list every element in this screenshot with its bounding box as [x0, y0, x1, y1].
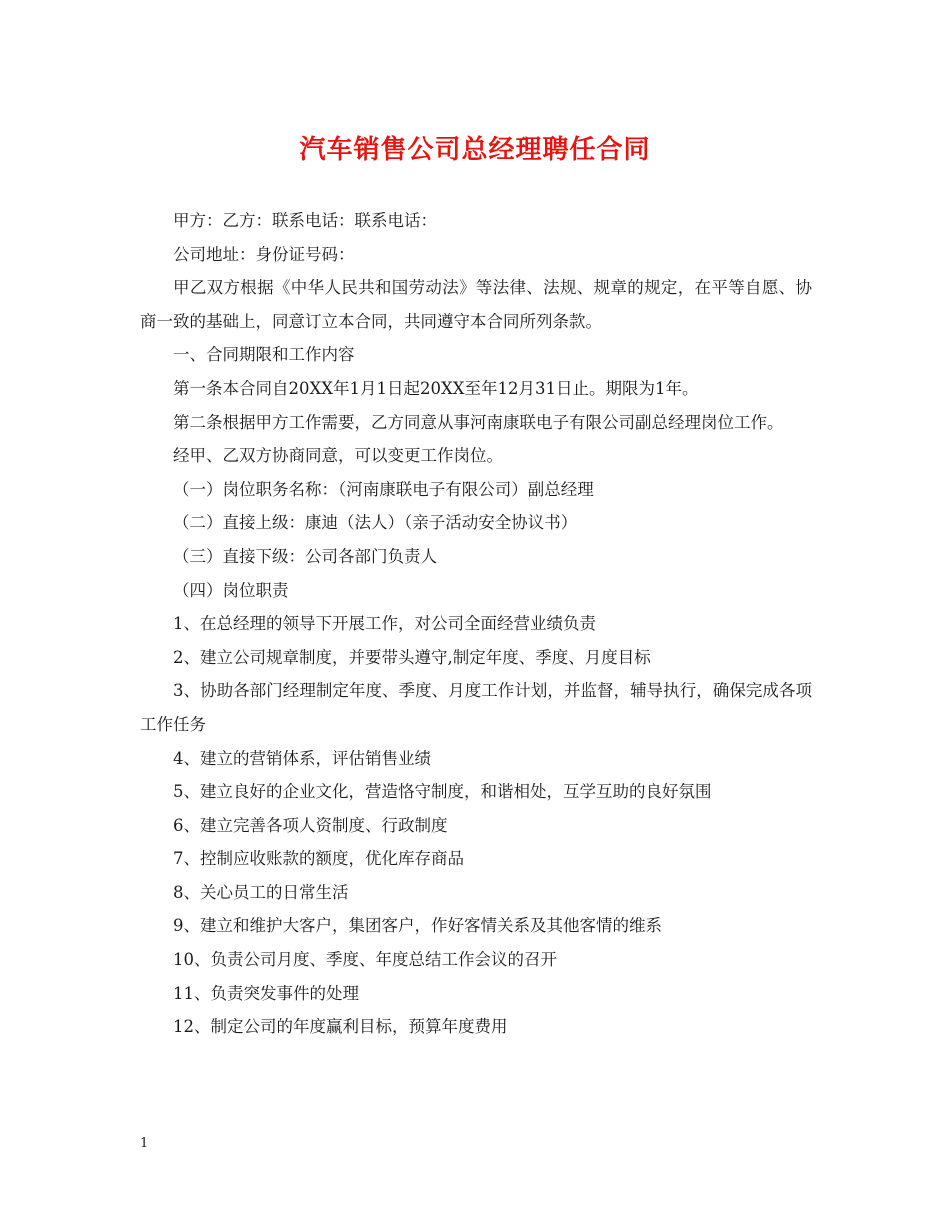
paragraph: （四）岗位职责: [173, 580, 289, 600]
list-item: 1、在总经理的领导下开展工作，对公司全面经营业绩负责: [173, 614, 596, 634]
section-heading: 一、合同期限和工作内容: [173, 345, 355, 365]
page-number: 1: [140, 1136, 149, 1151]
document-title: 汽车销售公司总经理聘任合同: [299, 135, 651, 165]
document-body: [140, 204, 812, 1044]
list-item: 7、控制应收账款的额度，优化库存商品: [173, 849, 464, 869]
list-item: 2、建立公司规章制度，并要带头遵守,制定年度、季度、月度目标: [173, 647, 651, 667]
paragraph: 第一条本合同自20XX年1月1日起20XX至年12月31日止。期限为1年。: [173, 378, 699, 398]
list-item: 3、协助各部门经理制定年度、季度、月度工作计划，并监督，辅导执行，确保完成各项工作任务: [140, 681, 812, 734]
paragraph: （一）岗位职务名称：（河南康联电子有限公司）副总经理: [173, 479, 594, 499]
paragraph: 甲方：乙方：联系电话：联系电话：: [173, 211, 437, 230]
list-item: 8、关心员工的日常生活: [173, 882, 349, 902]
paragraph: 经甲、乙双方协商同意，可以变更工作岗位。: [173, 446, 503, 466]
list-item: 12、制定公司的年度赢利目标，预算年度费用: [173, 1017, 508, 1037]
list-item: 11、负责突发事件的处理: [173, 983, 359, 1003]
list-item: 9、建立和维护大客户，集团客户，作好客情关系及其他客情的维系: [173, 916, 662, 936]
paragraph: 甲乙双方根据《中华人民共和国劳动法》等法律、法规、规章的规定，在平等自愿、协商一致的基础上，同意订立本合同，共同遵守本合同所列条款。: [140, 278, 812, 331]
list-item: 10、负责公司月度、季度、年度总结工作会议的召开: [173, 950, 557, 970]
paragraph: （二）直接上级：康迪（法人）（亲子活动安全协议书）: [173, 513, 578, 533]
list-item: 6、建立完善各项人资制度、行政制度: [173, 815, 448, 835]
paragraph: （三）直接下级：公司各部门负责人: [173, 546, 437, 566]
paragraph: 第二条根据甲方工作需要，乙方同意从事河南康联电子有限公司副总经理岗位工作。: [173, 412, 784, 432]
list-item: 5、建立良好的企业文化，营造恪守制度，和谐相处，互学互助的良好氛围: [173, 782, 712, 802]
paragraph: 公司地址：身份证号码：: [173, 244, 355, 264]
list-item: 4、建立的营销体系，评估销售业绩: [173, 748, 431, 768]
